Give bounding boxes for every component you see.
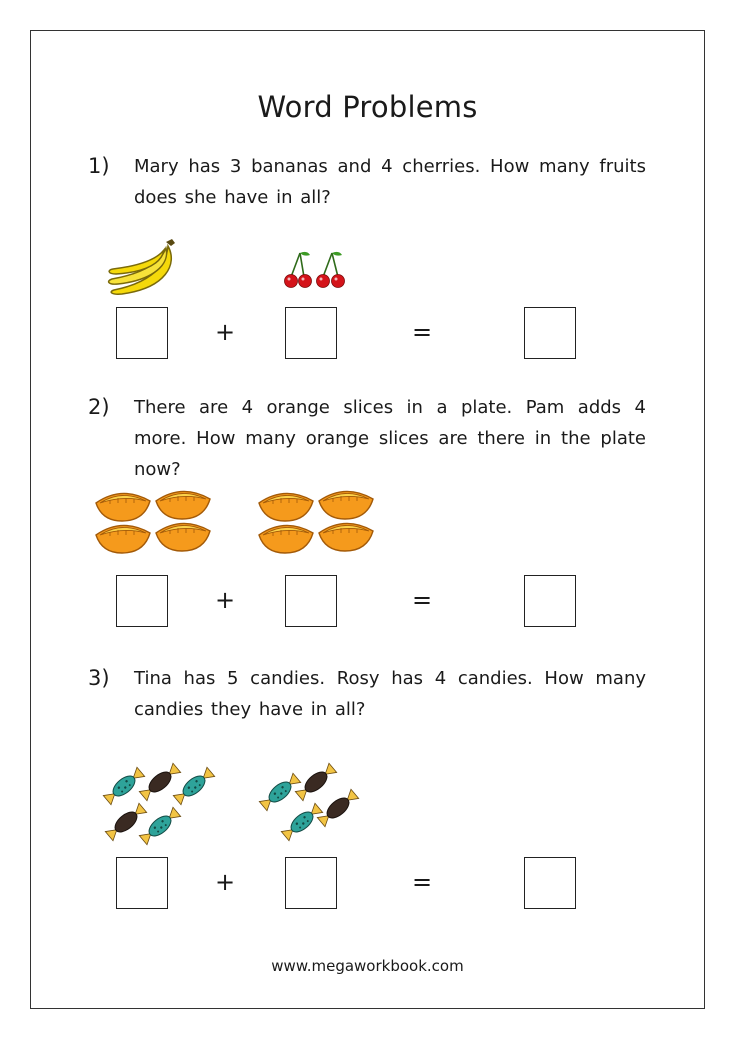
problem-1-text: Mary has 3 bananas and 4 cherries. How many fruits does she have in all? — [134, 156, 646, 208]
footer-url: www.megaworkbook.com — [271, 957, 464, 975]
answer-box-2a[interactable] — [116, 575, 168, 627]
candies-group-2 — [256, 766, 366, 848]
answer-box-3b[interactable] — [285, 857, 337, 909]
problem-3-number: 3) — [88, 666, 110, 690]
orange-slices-group-1 — [94, 489, 214, 557]
equals-sign: = — [411, 586, 433, 614]
answer-box-1-result[interactable] — [524, 307, 576, 359]
equals-sign: = — [411, 318, 433, 346]
worksheet-title: Word Problems — [257, 90, 478, 124]
answer-box-1b[interactable] — [285, 307, 337, 359]
plus-sign: + — [214, 586, 236, 614]
problem-3-text: Tina has 5 candies. Rosy has 4 candies. How many candies they have in all? — [134, 668, 646, 720]
problem-2-text: There are 4 orange slices in a plate. Pam adds 4 more. How many orange slices are there in the plate now? — [134, 397, 646, 480]
answer-box-3a[interactable] — [116, 857, 168, 909]
problem-2-number: 2) — [88, 395, 110, 419]
bananas-illustration — [104, 238, 184, 302]
plus-sign: + — [214, 318, 236, 346]
orange-slices-group-2 — [257, 489, 377, 557]
answer-box-3-result[interactable] — [524, 857, 576, 909]
cherries-illustration — [282, 251, 352, 291]
answer-box-1a[interactable] — [116, 307, 168, 359]
answer-box-2-result[interactable] — [524, 575, 576, 627]
answer-box-2b[interactable] — [285, 575, 337, 627]
plus-sign: + — [214, 868, 236, 896]
equals-sign: = — [411, 868, 433, 896]
problem-1-number: 1) — [88, 154, 110, 178]
candies-group-1 — [100, 766, 216, 848]
